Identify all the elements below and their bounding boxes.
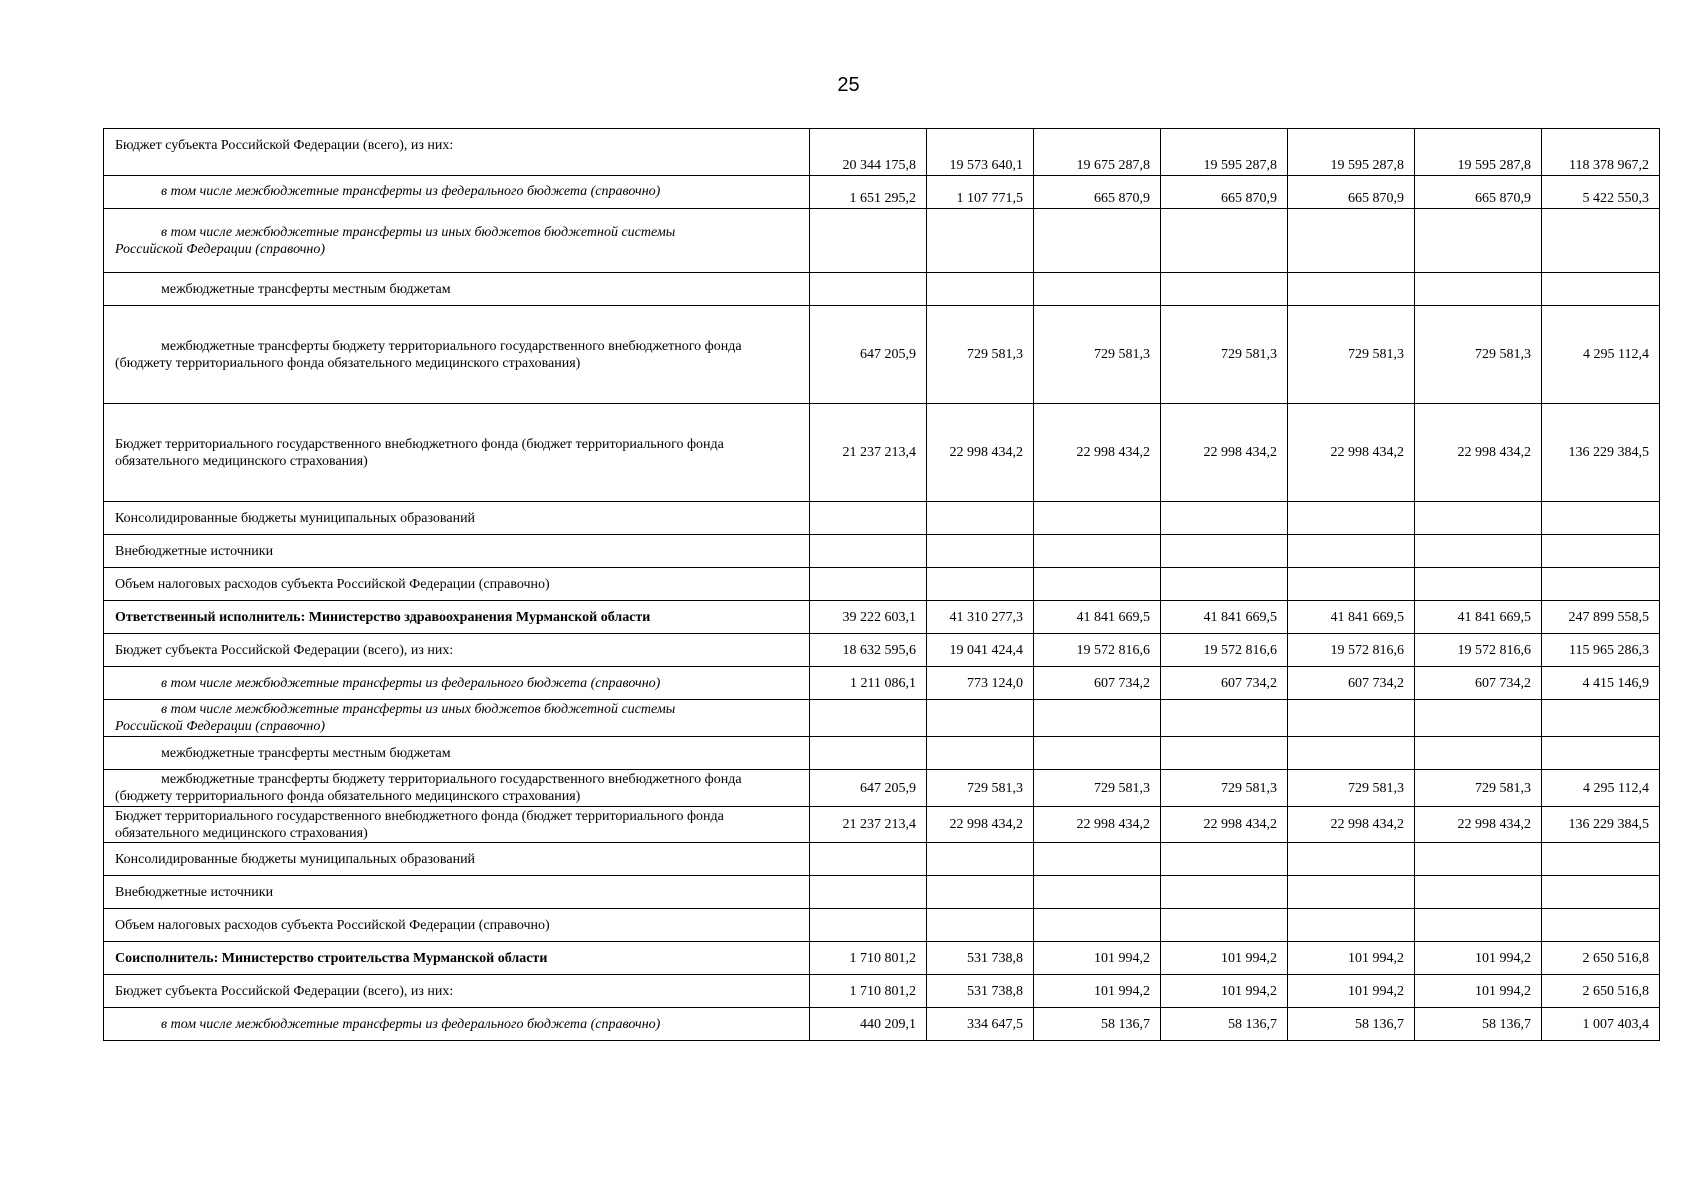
value-cell: 22 998 434,2 (927, 807, 1034, 843)
value-cell: 19 572 816,6 (1161, 634, 1288, 667)
value-cell (1034, 876, 1161, 909)
value-cell: 607 734,2 (1288, 667, 1415, 700)
value-cell: 41 841 669,5 (1161, 601, 1288, 634)
row-label: Объем налоговых расходов субъекта Российской Федерации (справочно) (104, 909, 810, 942)
value-cell: 5 422 550,3 (1542, 176, 1660, 209)
page-number: 25 (837, 74, 860, 96)
table-row (104, 770, 1660, 807)
value-cell: 247 899 558,5 (1542, 601, 1660, 634)
value-cell: 665 870,9 (1034, 176, 1161, 209)
value-cell: 647 205,9 (810, 770, 927, 807)
value-cell (1034, 737, 1161, 770)
value-cell (1542, 700, 1660, 737)
value-cell (1288, 502, 1415, 535)
value-cell (1542, 843, 1660, 876)
value-cell: 2 650 516,8 (1542, 942, 1660, 975)
value-cell (1161, 502, 1288, 535)
row-label: Ответственный исполнитель: Министерство здравоохранения Мурманской области (104, 601, 810, 634)
value-cell (1034, 568, 1161, 601)
value-cell (1415, 502, 1542, 535)
value-cell: 729 581,3 (1415, 770, 1542, 807)
value-cell: 101 994,2 (1415, 942, 1542, 975)
value-cell: 729 581,3 (1034, 770, 1161, 807)
value-cell (1542, 502, 1660, 535)
value-cell: 101 994,2 (1288, 975, 1415, 1008)
value-cell (810, 876, 927, 909)
row-label-line: межбюджетные трансферты бюджету территориального государственного внебюджетного фонда (161, 772, 742, 787)
value-cell: 19 595 287,8 (1161, 129, 1288, 176)
value-cell: 136 229 384,5 (1542, 807, 1660, 843)
value-cell: 101 994,2 (1288, 942, 1415, 975)
row-label-line: Российской Федерации (справочно) (115, 241, 325, 257)
value-cell (927, 535, 1034, 568)
value-cell: 729 581,3 (1161, 770, 1288, 807)
value-cell: 22 998 434,2 (1161, 807, 1288, 843)
value-cell: 2 650 516,8 (1542, 975, 1660, 1008)
value-cell: 19 595 287,8 (1415, 129, 1542, 176)
value-cell (1415, 843, 1542, 876)
value-cell (1161, 273, 1288, 306)
row-label (104, 770, 810, 807)
value-cell (1161, 843, 1288, 876)
value-cell (1161, 535, 1288, 568)
row-label: Внебюджетные источники (104, 535, 810, 568)
row-label-line: в том числе межбюджетные трансферты из иных бюджетов бюджетной системы (161, 702, 676, 717)
row-label: Внебюджетные источники (104, 876, 810, 909)
value-cell: 729 581,3 (1161, 306, 1288, 404)
value-cell (1542, 273, 1660, 306)
row-label: Бюджет субъекта Российской Федерации (всего), из них: (104, 129, 810, 176)
row-label: Бюджет территориального государственного внебюджетного фонда (бюджет территориального фонда обязательного медицинского страхования) (104, 807, 810, 843)
value-cell: 729 581,3 (1034, 306, 1161, 404)
value-cell: 4 295 112,4 (1542, 770, 1660, 807)
value-cell: 4 295 112,4 (1542, 306, 1660, 404)
table-row (104, 404, 1660, 502)
value-cell: 19 572 816,6 (1288, 634, 1415, 667)
row-label: в том числе межбюджетные трансферты из федерального бюджета (справочно) (104, 176, 810, 209)
value-cell (1034, 700, 1161, 737)
value-cell (1161, 568, 1288, 601)
value-cell: 19 572 816,6 (1034, 634, 1161, 667)
value-cell: 101 994,2 (1161, 942, 1288, 975)
value-cell (927, 568, 1034, 601)
table-row (104, 700, 1660, 737)
value-cell (927, 502, 1034, 535)
value-cell: 19 595 287,8 (1288, 129, 1415, 176)
value-cell (810, 737, 927, 770)
value-cell: 22 998 434,2 (1415, 404, 1542, 502)
value-cell: 41 841 669,5 (1288, 601, 1415, 634)
value-cell (1542, 535, 1660, 568)
value-cell (1161, 700, 1288, 737)
value-cell: 1 007 403,4 (1542, 1008, 1660, 1041)
value-cell: 729 581,3 (927, 306, 1034, 404)
row-label (104, 209, 810, 273)
value-cell: 115 965 286,3 (1542, 634, 1660, 667)
value-cell: 18 632 595,6 (810, 634, 927, 667)
value-cell (1288, 273, 1415, 306)
value-cell: 531 738,8 (927, 975, 1034, 1008)
value-cell (1288, 843, 1415, 876)
table-row (104, 535, 1660, 568)
value-cell: 39 222 603,1 (810, 601, 927, 634)
value-cell: 19 573 640,1 (927, 129, 1034, 176)
row-label (104, 306, 810, 404)
value-cell (1034, 909, 1161, 942)
row-label: Соисполнитель: Министерство строительства Мурманской области (104, 942, 810, 975)
value-cell: 22 998 434,2 (927, 404, 1034, 502)
table-row (104, 273, 1660, 306)
value-cell: 41 841 669,5 (1034, 601, 1161, 634)
row-label: Объем налоговых расходов субъекта Российской Федерации (справочно) (104, 568, 810, 601)
value-cell: 607 734,2 (1415, 667, 1542, 700)
value-cell: 101 994,2 (1034, 975, 1161, 1008)
value-cell: 101 994,2 (1415, 975, 1542, 1008)
value-cell: 773 124,0 (927, 667, 1034, 700)
row-label: в том числе межбюджетные трансферты из федерального бюджета (справочно) (104, 1008, 810, 1041)
value-cell (810, 273, 927, 306)
value-cell: 58 136,7 (1034, 1008, 1161, 1041)
value-cell (927, 700, 1034, 737)
table-row (104, 129, 1660, 176)
value-cell: 21 237 213,4 (810, 404, 927, 502)
value-cell (1415, 568, 1542, 601)
value-cell (927, 273, 1034, 306)
value-cell: 21 237 213,4 (810, 807, 927, 843)
value-cell (1034, 209, 1161, 273)
value-cell: 22 998 434,2 (1415, 807, 1542, 843)
value-cell: 334 647,5 (927, 1008, 1034, 1041)
value-cell: 4 415 146,9 (1542, 667, 1660, 700)
value-cell (1415, 909, 1542, 942)
value-cell: 607 734,2 (1161, 667, 1288, 700)
value-cell (1288, 535, 1415, 568)
value-cell (810, 909, 927, 942)
value-cell: 58 136,7 (1161, 1008, 1288, 1041)
value-cell: 41 310 277,3 (927, 601, 1034, 634)
row-label: Консолидированные бюджеты муниципальных образований (104, 843, 810, 876)
table-row (104, 667, 1660, 700)
value-cell: 20 344 175,8 (810, 129, 927, 176)
value-cell: 1 710 801,2 (810, 975, 927, 1008)
table-row (104, 737, 1660, 770)
value-cell: 101 994,2 (1034, 942, 1161, 975)
row-label: Бюджет территориального государственного внебюджетного фонда (бюджет территориального фонда обязательного медицинского страхования) (104, 404, 810, 502)
value-cell: 41 841 669,5 (1415, 601, 1542, 634)
value-cell (1161, 209, 1288, 273)
table-row (104, 209, 1660, 273)
value-cell: 729 581,3 (1288, 770, 1415, 807)
value-cell: 1 211 086,1 (810, 667, 927, 700)
value-cell (927, 843, 1034, 876)
value-cell: 19 675 287,8 (1034, 129, 1161, 176)
value-cell: 118 378 967,2 (1542, 129, 1660, 176)
value-cell (1542, 909, 1660, 942)
budget-table (103, 128, 1660, 1041)
value-cell: 1 710 801,2 (810, 942, 927, 975)
value-cell: 58 136,7 (1415, 1008, 1542, 1041)
row-label (104, 700, 810, 737)
table-row (104, 876, 1660, 909)
value-cell (1288, 876, 1415, 909)
value-cell (810, 700, 927, 737)
value-cell: 136 229 384,5 (1542, 404, 1660, 502)
value-cell (1415, 876, 1542, 909)
value-cell: 665 870,9 (1415, 176, 1542, 209)
table-row (104, 843, 1660, 876)
value-cell: 1 107 771,5 (927, 176, 1034, 209)
value-cell: 440 209,1 (810, 1008, 927, 1041)
table-row (104, 176, 1660, 209)
value-cell: 1 651 295,2 (810, 176, 927, 209)
value-cell (1288, 700, 1415, 737)
row-label: межбюджетные трансферты местным бюджетам (104, 273, 810, 306)
value-cell (810, 535, 927, 568)
value-cell (1161, 876, 1288, 909)
value-cell (1542, 876, 1660, 909)
row-label-line: межбюджетные трансферты бюджету территориального государственного внебюджетного фонда (161, 338, 742, 354)
value-cell (1542, 737, 1660, 770)
row-label-line: (бюджету территориального фонда обязательного медицинского страхования) (115, 355, 581, 371)
value-cell: 531 738,8 (927, 942, 1034, 975)
value-cell (927, 209, 1034, 273)
value-cell (1161, 909, 1288, 942)
value-cell: 22 998 434,2 (1034, 807, 1161, 843)
value-cell (810, 502, 927, 535)
value-cell: 22 998 434,2 (1161, 404, 1288, 502)
row-label: Бюджет субъекта Российской Федерации (всего), из них: (104, 975, 810, 1008)
row-label-line: в том числе межбюджетные трансферты из иных бюджетов бюджетной системы (161, 224, 676, 240)
value-cell: 22 998 434,2 (1034, 404, 1161, 502)
value-cell (1542, 568, 1660, 601)
value-cell (810, 568, 927, 601)
value-cell (1034, 273, 1161, 306)
table-row (104, 975, 1660, 1008)
table-row (104, 634, 1660, 667)
value-cell: 101 994,2 (1161, 975, 1288, 1008)
value-cell: 665 870,9 (1161, 176, 1288, 209)
value-cell (1288, 209, 1415, 273)
value-cell (1288, 568, 1415, 601)
value-cell (927, 876, 1034, 909)
table-row (104, 807, 1660, 843)
table-row (104, 1008, 1660, 1041)
value-cell: 19 572 816,6 (1415, 634, 1542, 667)
table-row (104, 306, 1660, 404)
value-cell (927, 737, 1034, 770)
table-row (104, 568, 1660, 601)
row-label-line: (бюджету территориального фонда обязательного медицинского страхования) (115, 789, 581, 804)
value-cell (810, 843, 927, 876)
value-cell (1161, 737, 1288, 770)
value-cell: 22 998 434,2 (1288, 807, 1415, 843)
value-cell (1288, 737, 1415, 770)
value-cell (1034, 843, 1161, 876)
row-label: Бюджет субъекта Российской Федерации (всего), из них: (104, 634, 810, 667)
value-cell (1415, 737, 1542, 770)
value-cell (1034, 502, 1161, 535)
row-label: межбюджетные трансферты местным бюджетам (104, 737, 810, 770)
row-label: в том числе межбюджетные трансферты из федерального бюджета (справочно) (104, 667, 810, 700)
value-cell: 729 581,3 (1415, 306, 1542, 404)
value-cell (1415, 209, 1542, 273)
value-cell (927, 909, 1034, 942)
value-cell: 647 205,9 (810, 306, 927, 404)
value-cell: 607 734,2 (1034, 667, 1161, 700)
value-cell: 19 041 424,4 (927, 634, 1034, 667)
value-cell (1288, 909, 1415, 942)
value-cell: 58 136,7 (1288, 1008, 1415, 1041)
value-cell (810, 209, 927, 273)
row-label-line: Российской Федерации (справочно) (115, 719, 325, 734)
table-row (104, 942, 1660, 975)
value-cell: 729 581,3 (1288, 306, 1415, 404)
table-row (104, 502, 1660, 535)
value-cell (1415, 535, 1542, 568)
value-cell (1415, 700, 1542, 737)
value-cell (1034, 535, 1161, 568)
row-label: Консолидированные бюджеты муниципальных образований (104, 502, 810, 535)
table-row (104, 909, 1660, 942)
value-cell (1542, 209, 1660, 273)
table-row (104, 601, 1660, 634)
value-cell (1415, 273, 1542, 306)
value-cell: 729 581,3 (927, 770, 1034, 807)
value-cell: 22 998 434,2 (1288, 404, 1415, 502)
value-cell: 665 870,9 (1288, 176, 1415, 209)
